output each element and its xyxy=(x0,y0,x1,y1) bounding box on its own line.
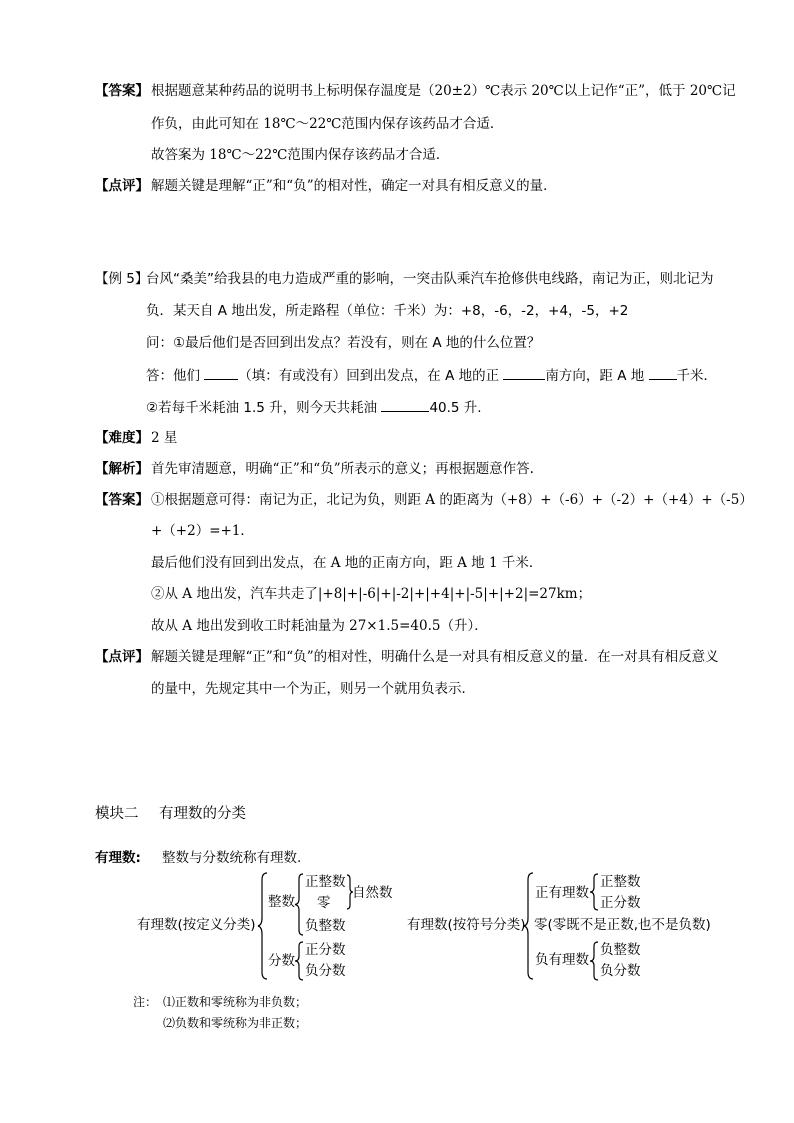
tree-node: 零(零既不是正数,也不是负数) xyxy=(534,917,711,933)
fill-blank[interactable] xyxy=(649,366,677,380)
module-title: 有理数的分类 xyxy=(159,806,246,822)
tree-leaf: 正整数 xyxy=(305,874,346,890)
tree-root: 有理数(按定义分类) xyxy=(137,917,256,933)
module-label: 模块二 xyxy=(95,806,139,822)
answer-text: 答：他们 xyxy=(146,368,200,384)
example-line: 台风“桑美”给我县的电力造成严重的影响，一突击队乘汽车抢修供电线路，南记为正，则北记为 xyxy=(146,271,714,287)
answer-line: ①根据题意可得：南记为正，北记为负，则距 A 的距离为（+8）+（-6）+（-2）+（+4）+（-5） xyxy=(151,492,753,508)
analysis-text: 首先审清题意，明确“正”和“负”所表示的意义；再根据题意作答. xyxy=(151,461,534,477)
tree-node: 分数 xyxy=(268,953,295,969)
left-brace-icon xyxy=(295,941,305,981)
example-answer-line xyxy=(146,398,482,417)
fill-blank[interactable] xyxy=(381,398,429,412)
answer-line: 故答案为 18℃～22℃范围内保存该药品才合适． xyxy=(151,147,450,163)
fill-blank[interactable] xyxy=(503,366,545,380)
answer-tag: 【答案】 xyxy=(95,83,149,99)
example-question: 问：①最后他们是否回到出发点？若没有，则在 A 地的什么位置？ xyxy=(146,335,541,351)
answer-line: 最后他们没有回到出发点，在 A 地的正南方向，距 A 地 1 千米． xyxy=(151,555,543,571)
answer-text: （填：有或没有）回到出发点，在 A 地的正 xyxy=(238,368,500,384)
tree-leaf: 负整数 xyxy=(305,918,346,934)
answer-text: 40.5 升. xyxy=(429,400,482,416)
comment-tag: 【点评】 xyxy=(95,649,149,665)
comment-tag: 【点评】 xyxy=(95,178,149,194)
answer-line: 根据题意某种药品的说明书上标明保存温度是（20±2）℃表示 20℃以上记作“正”，低于 20℃记 xyxy=(151,83,736,99)
answer-line: 故从 A 地出发到收工时耗油量为 27×1.5=40.5（升）． xyxy=(151,618,488,634)
example-tag: 【例 5】 xyxy=(95,271,149,287)
comment-line: 的量中，先规定其中一个为正，则另一个就用负表示． xyxy=(151,681,475,697)
tree-leaf: 正分数 xyxy=(305,942,346,958)
definition-text: 整数与分数统称有理数. xyxy=(162,850,302,866)
tree-leaf: 正分数 xyxy=(600,895,641,911)
tree-root: 有理数(按符号分类) xyxy=(407,917,526,933)
definition-label: 有理数: xyxy=(95,850,141,866)
tree-leaf: 负分数 xyxy=(600,963,641,979)
tree-leaf: 零 xyxy=(317,895,331,911)
difficulty-text: 2 星 xyxy=(151,430,178,446)
fill-blank[interactable] xyxy=(204,366,238,380)
difficulty-tag: 【难度】 xyxy=(95,430,149,446)
tree-leaf: 自然数 xyxy=(352,885,393,901)
tree-node: 负有理数 xyxy=(535,952,589,968)
notes-label: 注： xyxy=(133,995,158,1009)
tree-leaf: 负整数 xyxy=(600,942,641,958)
answer-line: ②从 A 地出发，汽车共走了|+8|+|-6|+|-2|+|+4|+|-5|+|+2|=27km； xyxy=(151,586,592,602)
answer-line: 作负，由此可知在 18℃～22℃范围内保存该药品才合适． xyxy=(151,116,504,132)
left-brace-icon xyxy=(295,873,305,936)
comment-line: 解题关键是理解“正”和“负”的相对性，明确什么是一对具有相反意义的量．在一对具有相反意义 xyxy=(151,649,719,665)
note-line: ⑴正数和零统称为非负数； xyxy=(163,995,308,1009)
answer-text: ②若每千米耗油 1.5 升，则今天共耗油 xyxy=(146,400,378,416)
left-brace-icon xyxy=(590,941,600,981)
comment-text: 解题关键是理解“正”和“负”的相对性，确定一对具有相反意义的量． xyxy=(151,178,557,194)
tree-node: 正有理数 xyxy=(535,885,589,901)
answer-text: 千米． xyxy=(676,368,718,384)
note-line: ⑵负数和零统称为非正数； xyxy=(163,1016,308,1030)
example-answer-line xyxy=(146,366,717,385)
left-brace-icon xyxy=(590,873,600,911)
tree-node: 整数 xyxy=(268,894,295,910)
answer-text: 南方向，距 A 地 xyxy=(545,368,645,384)
tree-leaf: 负分数 xyxy=(305,963,346,979)
tree-leaf: 正整数 xyxy=(600,874,641,890)
answer-tag: 【答案】 xyxy=(95,492,149,508)
answer-line: +（+2）=+1． xyxy=(151,523,254,539)
example-line: 负．某天自 A 地出发，所走路程（单位：千米）为：+8，-6，-2，+4，-5，+2 xyxy=(146,303,629,319)
analysis-tag: 【解析】 xyxy=(95,461,149,477)
